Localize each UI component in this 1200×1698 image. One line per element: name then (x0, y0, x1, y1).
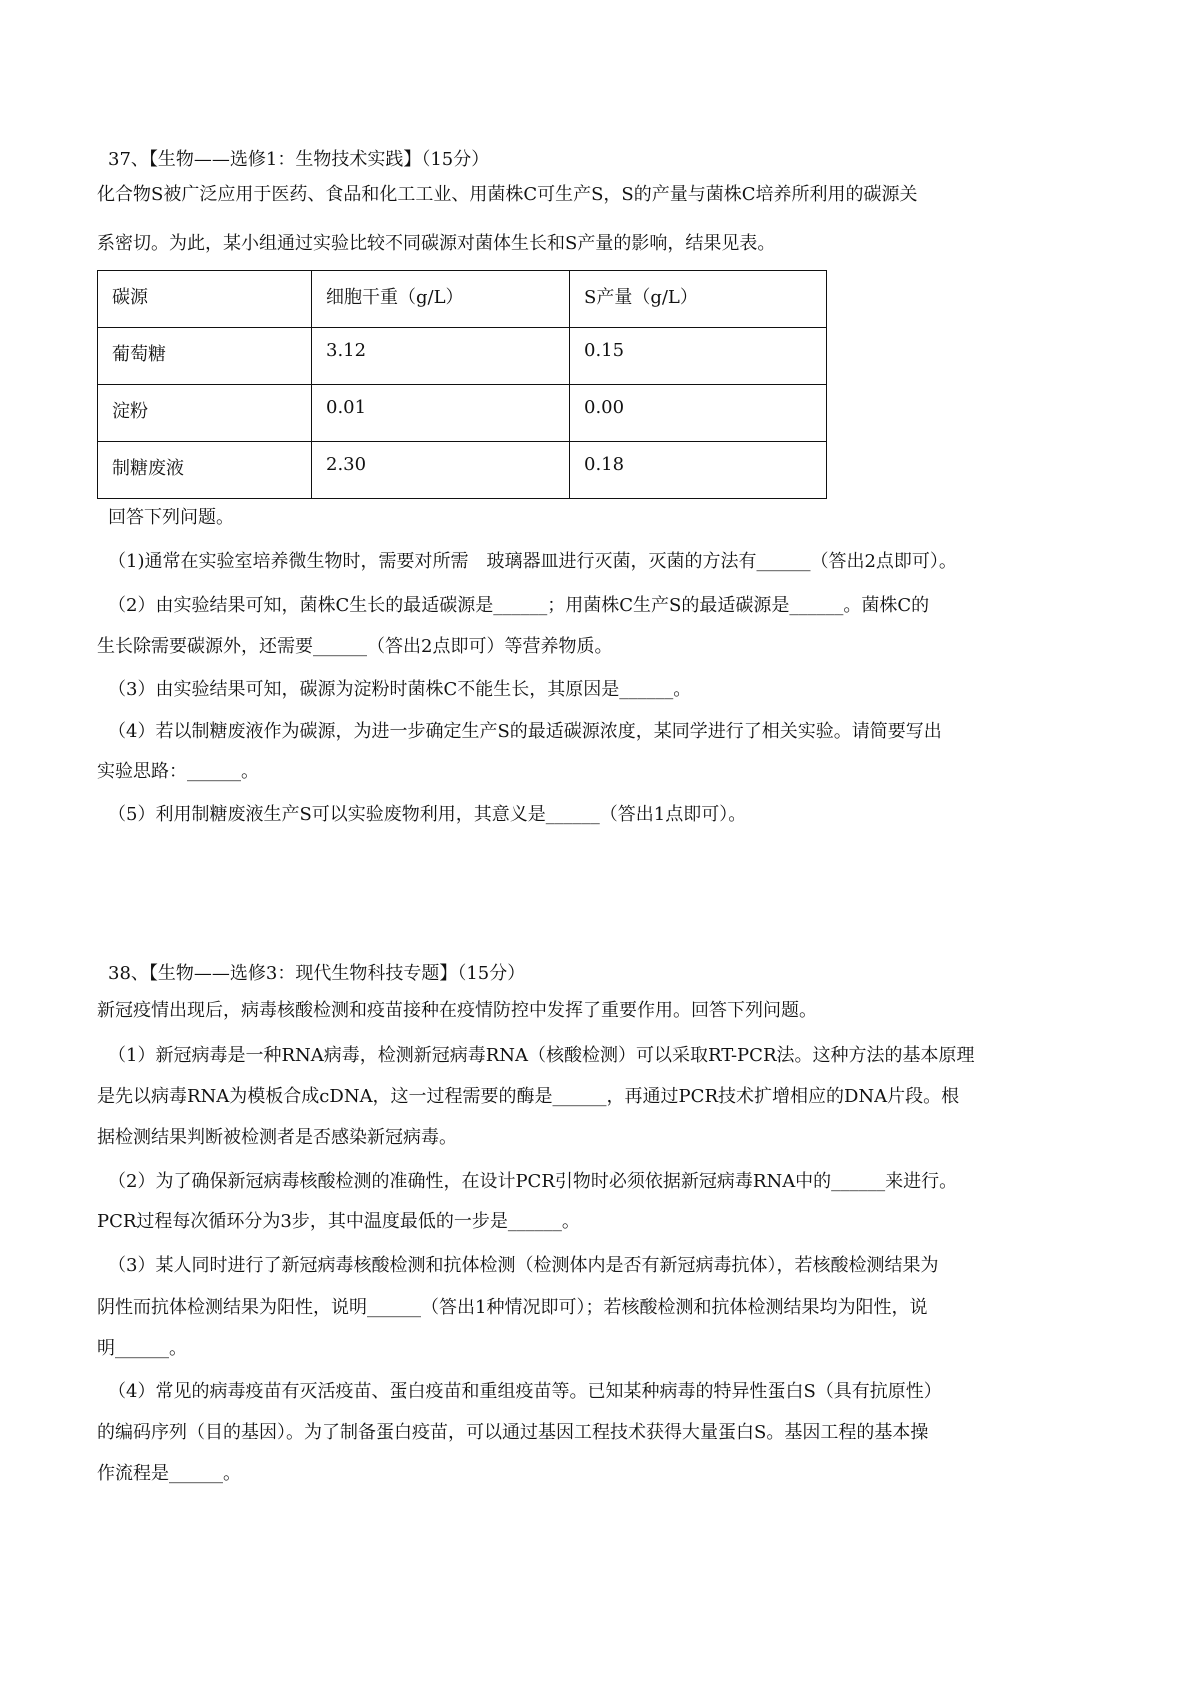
carbon-source-table (97, 270, 827, 499)
q38-intro: 新冠疫情出现后，病毒核酸检测和疫苗接种在疫情防控中发挥了重要作用。回答下列问题。 (97, 1000, 817, 1021)
q37-intro-line-2: 系密切。为此，某小组通过实验比较不同碳源对菌体生长和S产量的影响，结果见表。 (97, 233, 776, 254)
q38-sub-1-line-2: 是先以病毒RNA为模板合成cDNA，这一过程需要的酶是______，再通过PCR技术扩增相应的DNA片段。根 (97, 1086, 960, 1107)
table-row (98, 385, 827, 442)
table-cell: 制糖废液 (98, 442, 312, 499)
q38-heading: 38、【生物——选修3：现代生物科技专题】（15分） (108, 963, 526, 984)
q37-intro-line-1: 化合物S被广泛应用于医药、食品和化工工业、用菌株C可生产S，S的产量与菌株C培养所利用的碳源关 (97, 184, 918, 205)
q37-sub-4-line-1: （4）若以制糖废液作为碳源，为进一步确定生产S的最适碳源浓度，某同学进行了相关实验。请简要写出 (108, 721, 942, 742)
table-cell: 淀粉 (98, 385, 312, 442)
table-cell: 0.18 (570, 442, 827, 499)
table-cell: 0.00 (570, 385, 827, 442)
q37-heading: 37、【生物——选修1：生物技术实践】（15分） (108, 149, 490, 170)
q37-prompt: 回答下列问题。 (108, 507, 234, 528)
q38-sub-1-line-3: 据检测结果判断被检测者是否感染新冠病毒。 (97, 1127, 457, 1148)
table-row (98, 442, 827, 499)
q38-sub-3-line-1: （3）某人同时进行了新冠病毒核酸检测和抗体检测（检测体内是否有新冠病毒抗体），若核酸检测结果为 (108, 1255, 939, 1276)
q37-sub-5: （5）利用制糖废液生产S可以实验废物利用，其意义是______（答出1点即可）。 (108, 804, 747, 825)
q38-sub-1-line-1: （1）新冠病毒是一种RNA病毒，检测新冠病毒RNA（核酸检测）可以采取RT-PCR法。这种方法的基本原理 (108, 1045, 975, 1066)
q38-sub-4-line-1: （4）常见的病毒疫苗有灭活疫苗、蛋白疫苗和重组疫苗等。已知某种病毒的特异性蛋白S（具有抗原性） (108, 1381, 942, 1402)
table-header-cell: S产量（g/L） (570, 271, 827, 328)
q37-sub-2-line-2: 生长除需要碳源外，还需要______（答出2点即可）等营养物质。 (97, 636, 613, 657)
q37-sub-2-line-1: （2）由实验结果可知，菌株C生长的最适碳源是______；用菌株C生产S的最适碳源是______。菌株C的 (108, 595, 930, 616)
table-cell: 0.15 (570, 328, 827, 385)
table-cell: 3.12 (312, 328, 570, 385)
table-cell: 2.30 (312, 442, 570, 499)
table-cell: 0.01 (312, 385, 570, 442)
q38-sub-2-line-1: （2）为了确保新冠病毒核酸检测的准确性，在设计PCR引物时必须依据新冠病毒RNA中的______来进行。 (108, 1171, 958, 1192)
q38-sub-4-line-2: 的编码序列（目的基因）。为了制备蛋白疫苗，可以通过基因工程技术获得大量蛋白S。基因工程的基本操 (97, 1422, 929, 1443)
q38-sub-3-line-3: 明______。 (97, 1338, 187, 1359)
table-row (98, 328, 827, 385)
q38-sub-4-line-3: 作流程是______。 (97, 1463, 241, 1484)
table-header-cell: 碳源 (98, 271, 312, 328)
q38-sub-2-line-2: PCR过程每次循环分为3步，其中温度最低的一步是______。 (97, 1211, 580, 1232)
q37-sub-1: （1)通常在实验室培养微生物时，需要对所需 玻璃器皿进行灭菌，灭菌的方法有______（答出2点即可）。 (108, 551, 957, 572)
q37-sub-3: （3）由实验结果可知，碳源为淀粉时菌株C不能生长，其原因是______。 (108, 679, 692, 700)
q38-sub-3-line-2: 阴性而抗体检测结果为阳性，说明______（答出1种情况即可）；若核酸检测和抗体检测结果均为阳性，说 (97, 1297, 928, 1318)
table-header-cell: 细胞干重（g/L） (312, 271, 570, 328)
table-cell: 葡萄糖 (98, 328, 312, 385)
table-header-row (98, 271, 827, 328)
q37-sub-4-line-2: 实验思路：______。 (97, 761, 259, 782)
